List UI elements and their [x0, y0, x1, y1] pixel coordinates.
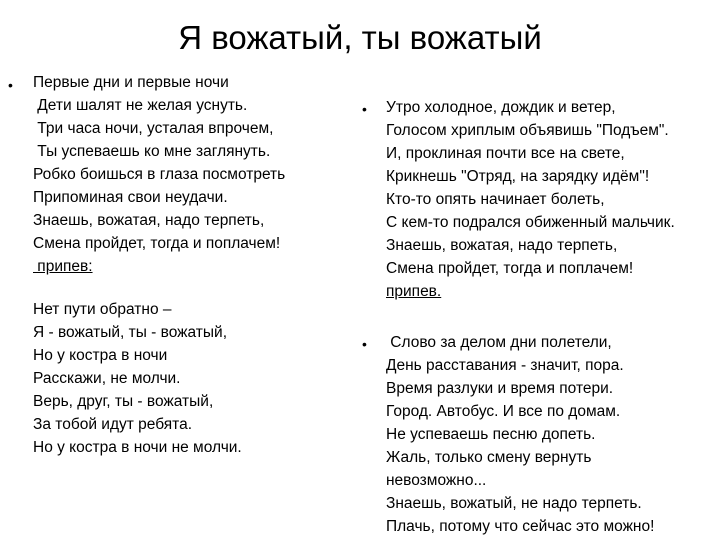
- slide-title: Я вожатый, ты вожатый: [178, 19, 542, 56]
- text-line: День расставания - значит, пора.: [386, 357, 624, 374]
- text-line: Но у костра в ночи: [33, 347, 168, 364]
- text-line: Верь, друг, ты - вожатый,: [33, 393, 214, 410]
- text-line: Город. Автобус. И все по домам.: [386, 403, 621, 420]
- text-line: Не успеваешь песню допеть.: [386, 426, 596, 443]
- text-line: Смена пройдет, тогда и поплачем!: [386, 260, 634, 277]
- text-line: С кем-то подрался обиженный мальчик.: [386, 214, 675, 231]
- bullet-marker: •: [8, 77, 13, 93]
- text-line: Дети шалят не желая уснуть.: [33, 97, 248, 114]
- text-line: Слово за делом дни полетели,: [386, 334, 612, 351]
- text-line: И, проклиная почти все на свете,: [386, 145, 625, 162]
- text-line: Крикнешь "Отряд, на зарядку идём"!: [386, 168, 650, 185]
- text-line: Робко боишься в глаза посмотреть: [33, 166, 286, 183]
- text-line: Знаешь, вожатый, не надо терпеть.: [386, 495, 642, 512]
- text-line: Припоминая свои неудачи.: [33, 189, 228, 206]
- text-line: Знаешь, вожатая, надо терпеть,: [33, 212, 265, 229]
- text-line: Знаешь, вожатая, надо терпеть,: [386, 237, 618, 254]
- text-line: Я - вожатый, ты - вожатый,: [33, 324, 228, 341]
- chorus: [33, 298, 242, 459]
- text-line: Плачь, потому что сейчас это можно!: [386, 518, 655, 535]
- text-line: Время разлуки и время потери.: [386, 380, 614, 397]
- verse-right-1: [386, 96, 675, 303]
- verse-left: [33, 71, 285, 278]
- text-line: Но у костра в ночи не молчи.: [33, 439, 242, 456]
- text-line: Кто-то опять начинает болеть,: [386, 191, 605, 208]
- text-line: Нет пути обратно –: [33, 301, 172, 318]
- text-line: припев.: [386, 283, 442, 300]
- bullet-marker: •: [362, 101, 367, 117]
- text-line: Расскажи, не молчи.: [33, 370, 181, 387]
- text-line: Смена пройдет, тогда и поплачем!: [33, 235, 281, 252]
- text-line: За тобой идут ребята.: [33, 416, 193, 433]
- bullet-marker: •: [362, 336, 367, 352]
- text-line: невозможно...: [386, 472, 487, 489]
- text-line: Три часа ночи, усталая впрочем,: [33, 120, 274, 137]
- text-line: Жаль, только смену вернуть: [386, 449, 592, 466]
- text-line: Первые дни и первые ночи: [33, 74, 229, 91]
- text-line: Утро холодное, дождик и ветер,: [386, 99, 616, 116]
- verse-right-2: [386, 331, 654, 538]
- text-line: Ты успеваешь ко мне заглянуть.: [33, 143, 271, 160]
- text-line: Голосом хриплым объявишь "Подъем".: [386, 122, 669, 139]
- text-line: припев:: [33, 258, 93, 275]
